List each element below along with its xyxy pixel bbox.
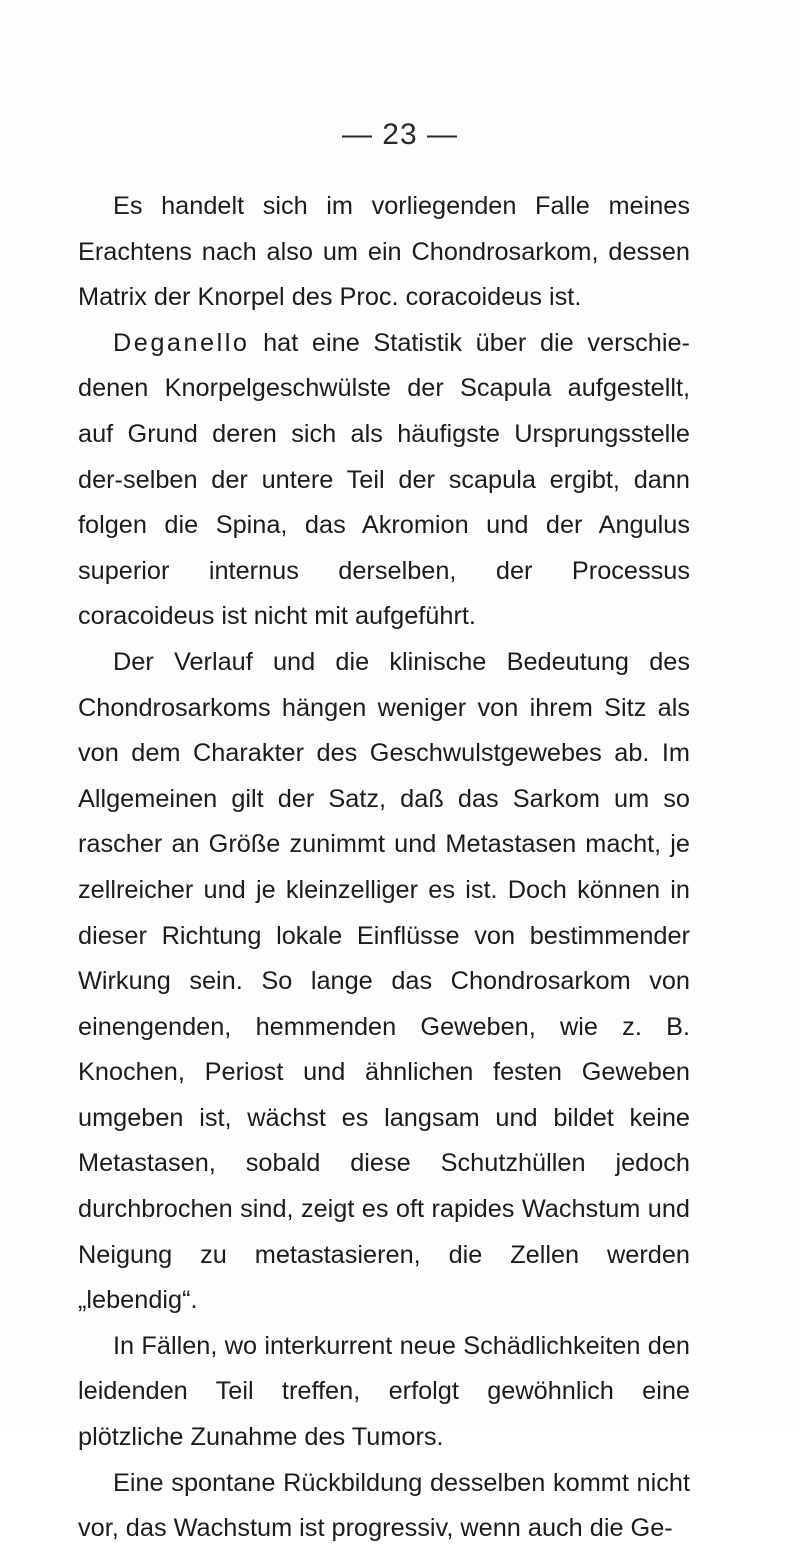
paragraph-3	[78, 640, 690, 1324]
page-number: — 23 —	[341, 118, 459, 151]
paragraph-2	[78, 321, 690, 640]
paragraph-4-text: In Fällen, wo interkurrent neue Schädlichkeiten den leidenden Teil treffen, erfolgt gewöhnlich eine plötzliche Zunahme des Tumors.	[78, 1331, 690, 1452]
body-text	[78, 184, 690, 1552]
paragraph-2-text: hat eine Statistik über die verschie-denen Knorpelgeschwülste der Scapula aufgestellt, auf Grund deren sich als häufigste Ursprungsstelle der-selben der untere Teil der scapula ergibt, dann folgen die Spina, das Akromion und der Angulus superior internus derselben, der Processus coracoideus ist nicht mit aufgeführt.	[78, 328, 690, 631]
paragraph-3-text: Der Verlauf und die klinische Bedeutung des Chondrosarkoms hängen weniger von ihrem Sitz als von dem Charakter des Geschwulstgewebes ab. Im Allgemeinen gilt der Satz, daß das Sarkom um so rascher an Größe zunimmt und Metastasen macht, je zellreicher und je kleinzelliger es ist. Doch können in dieser Richtung lokale Einflüsse von bestimmender Wirkung sein. So lange das Chondrosarkom von einengenden, hemmenden Geweben, wie z. B. Knochen, Periost und ähnlichen festen Geweben umgeben ist, wächst es langsam und bildet keine Metastasen, sobald diese Schutzhüllen jedoch durchbrochen sind, zeigt es oft rapides Wachstum und Neigung zu metastasieren, die Zellen werden „lebendig“.	[78, 647, 690, 1315]
paragraph-1	[78, 184, 690, 321]
paragraph-4	[78, 1324, 690, 1461]
paragraph-5-text: Eine spontane Rückbildung desselben kommt nicht vor, das Wachstum ist progressiv, wenn auch die Ge-	[78, 1468, 690, 1543]
paragraph-1-text: Es handelt sich im vorliegenden Falle meines Erachtens nach also um ein Chondrosarkom, dessen Matrix der Knorpel des Proc. coracoideus ist.	[78, 192, 690, 312]
author-name-deganello: Deganello	[113, 328, 250, 357]
paragraph-5	[78, 1461, 690, 1552]
